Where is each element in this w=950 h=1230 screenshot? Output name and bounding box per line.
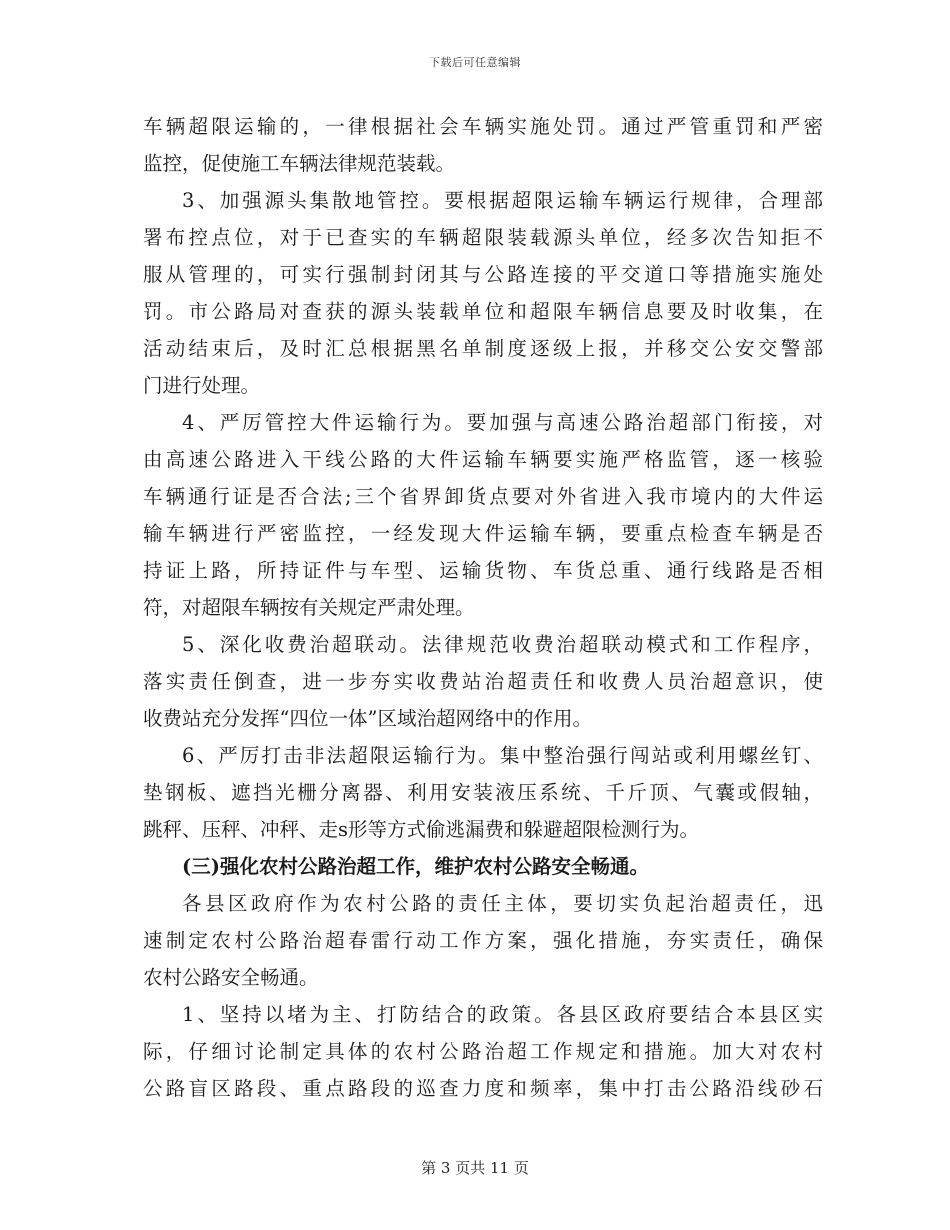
paragraph-line: 车辆通行证是否合法;三个省界卸货点要对外省进入我市境内的大件运 <box>143 485 823 508</box>
paragraph-line: 罚。市公路局对查获的源头装载单位和超限车辆信息要及时收集，在 <box>143 300 823 323</box>
paragraph-line: 公路盲区路段、重点路段的巡查力度和频率，集中打击公路沿线砂石 <box>143 1077 823 1100</box>
paragraph-line: 服从管理的，可实行强制封闭其与公路连接的平交道口等措施实施处 <box>143 263 823 286</box>
paragraph-line: 农村公路安全畅通。 <box>143 966 319 989</box>
paragraph-line: 由高速公路进入干线公路的大件运输车辆要实施严格监管，逐一核验 <box>143 448 823 471</box>
paragraph-line: 3、加强源头集散地管控。要根据超限运输车辆运行规律，合理部 <box>182 189 823 212</box>
page-header: 下载后可任意编辑 <box>429 56 521 69</box>
paragraph-line: 各县区政府作为农村公路的责任主体，要切实负起治超责任，迅 <box>182 892 823 915</box>
paragraph-line: 4、严厉管控大件运输行为。要加强与高速公路治超部门衔接，对 <box>182 411 823 434</box>
paragraph-line: 监控，促使施工车辆法律规范装载。 <box>143 152 456 175</box>
paragraph-line: 持证上路，所持证件与车型、运输货物、车货总重、通行线路是否相 <box>143 559 823 582</box>
paragraph-line: 落实责任倒查，进一步夯实收费站治超责任和收费人员治超意识，使 <box>143 670 823 693</box>
section-heading-line: (三)强化农村公路治超工作，维护农村公路安全畅通。 <box>182 855 649 878</box>
paragraph-line: 车辆超限运输的，一律根据社会车辆实施处罚。通过严管重罚和严密 <box>143 115 823 138</box>
paragraph-line: 输车辆进行严密监控，一经发现大件运输车辆，要重点检查车辆是否 <box>143 522 823 545</box>
paragraph-line: 速制定农村公路治超春雷行动工作方案，强化措施，夯实责任，确保 <box>143 929 823 952</box>
document-body <box>143 108 823 1107</box>
paragraph-line: 5、深化收费治超联动。法律规范收费治超联动模式和工作程序， <box>182 633 823 656</box>
paragraph-line: 署布控点位，对于已查实的车辆超限装载源头单位，经多次告知拒不 <box>143 226 823 249</box>
paragraph-line: 门进行处理。 <box>143 374 261 397</box>
paragraph-line: 跳秤、压秤、冲秤、走s形等方式偷逃漏费和躲避超限检测行为。 <box>143 818 700 841</box>
paragraph-line: 际，仔细讨论制定具体的农村公路治超工作规定和措施。加大对农村 <box>143 1040 823 1063</box>
page-footer: 第 3 页共 11 页 <box>421 1159 529 1177</box>
paragraph-line: 符，对超限车辆按有关规定严肃处理。 <box>143 596 475 619</box>
paragraph-line: 垫钢板、遮挡光栅分离器、利用安装液压系统、千斤顶、气囊或假轴， <box>143 781 823 804</box>
paragraph-line: 6、严厉打击非法超限运输行为。集中整治强行闯站或利用螺丝钉、 <box>182 744 823 767</box>
paragraph-line: 收费站充分发挥“四位一体”区域治超网络中的作用。 <box>143 707 592 730</box>
paragraph-line: 活动结束后，及时汇总根据黑名单制度逐级上报，并移交公安交警部 <box>143 337 823 360</box>
paragraph-line: 1、坚持以堵为主、打防结合的政策。各县区政府要结合本县区实 <box>182 1003 823 1026</box>
